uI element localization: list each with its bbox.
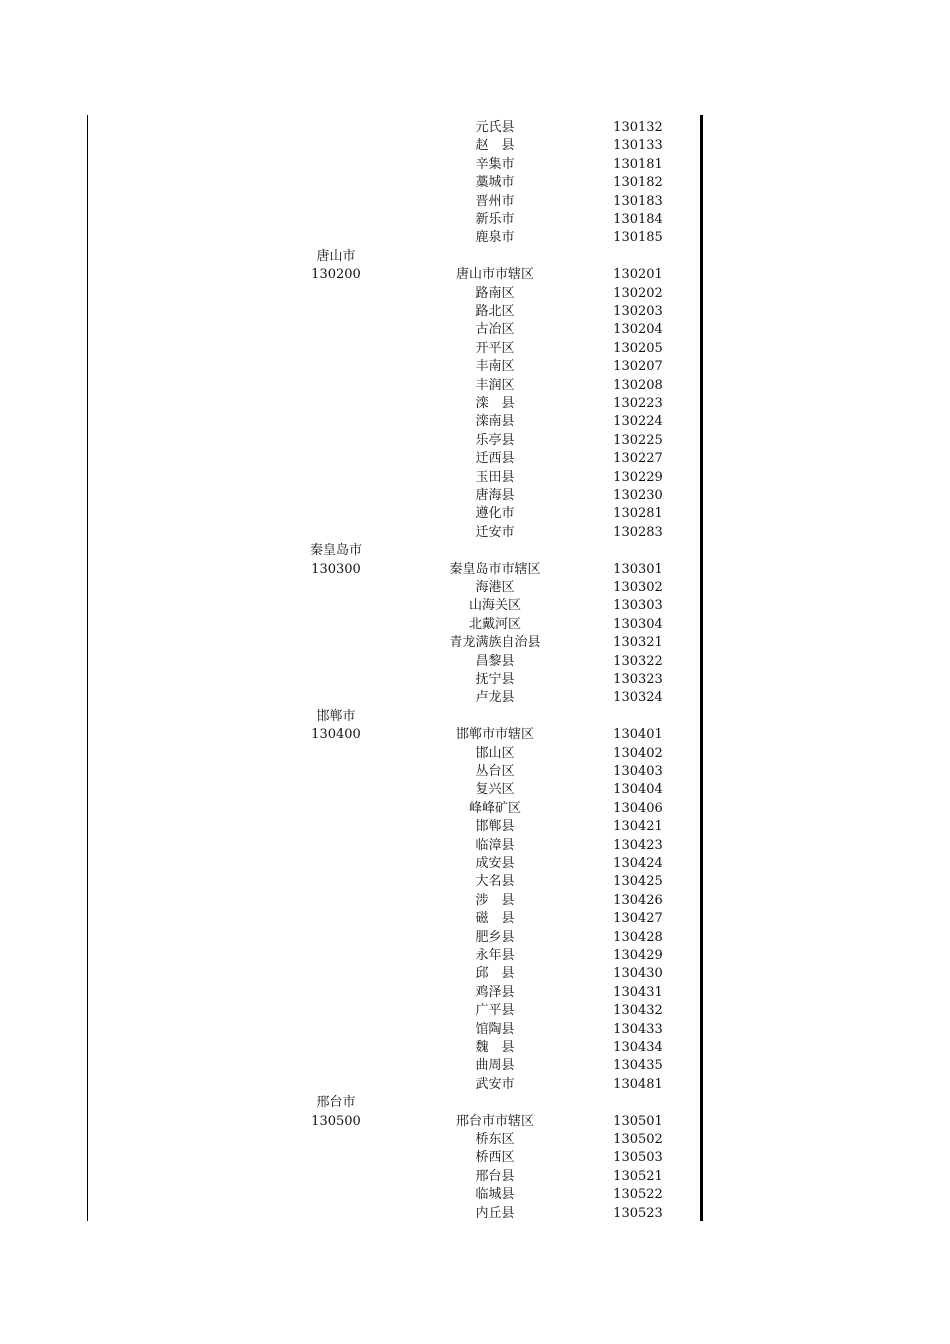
table-row [88,1021,700,1039]
county-code-cell: 130427 [613,911,663,927]
county-name-cell: 卢龙县 [475,690,515,706]
county-name-cell: 青龙满族自治县 [449,635,541,651]
county-code-cell: 130425 [613,874,663,890]
county-name-cell: 辛集市 [475,156,515,172]
county-code-cell: 130433 [613,1021,663,1037]
county-name-cell: 山海关区 [468,598,521,614]
county-code-cell: 130426 [613,892,663,908]
table-row [88,248,700,266]
county-code-cell: 130403 [613,764,663,779]
county-name-cell: 滦南县 [475,414,515,430]
county-name-cell: 临漳县 [475,837,515,853]
county-name-cell: 晋州市 [475,193,515,209]
table-row [88,579,700,597]
county-code-cell: 130201 [613,267,663,283]
county-code-cell: 130431 [613,984,663,1000]
county-name-cell: 遵化市 [475,506,515,522]
county-code-cell: 130301 [613,561,663,577]
county-name-cell: 丰南区 [475,359,515,375]
table-row [88,340,700,358]
county-name-cell: 邯郸县 [475,819,515,835]
county-code-cell: 130181 [613,156,663,172]
table-row [88,965,700,983]
county-code-cell: 130183 [613,193,663,209]
county-name-cell: 成安县 [475,856,515,871]
table-row [88,321,700,339]
county-name-cell: 丰润区 [475,377,515,393]
table-row [88,229,700,247]
county-name-cell: 内丘县 [475,1205,515,1221]
table-row [88,1057,700,1075]
table-row [88,873,700,891]
county-name-cell: 磁 县 [475,911,515,927]
table-row [88,892,700,910]
county-code-cell: 130281 [613,506,663,522]
county-code-cell: 130185 [613,230,663,246]
county-code-cell: 130184 [613,212,663,227]
table-row [88,1113,700,1131]
county-code-cell: 130424 [613,856,663,871]
county-code-cell: 130182 [613,175,663,191]
county-name-cell: 武安市 [475,1076,515,1092]
county-code-cell: 130208 [613,377,663,393]
table-row [88,358,700,376]
table-row [88,726,700,744]
county-code-cell: 130223 [613,396,663,411]
table-row [88,211,700,229]
county-code-cell: 130432 [613,1003,663,1019]
table-row [88,947,700,965]
county-name-cell: 赵 县 [475,138,515,154]
county-code-cell: 130423 [613,837,663,853]
county-code-cell: 130429 [613,948,663,963]
county-name-cell: 邢台县 [475,1168,515,1184]
table-row [88,1039,700,1057]
county-name-cell: 邯山区 [475,745,515,761]
county-name-cell: 峰峰矿区 [468,800,521,816]
table-row [88,395,700,413]
table-row [88,156,700,174]
table-row [88,377,700,395]
county-code-cell: 130207 [613,359,663,375]
table-row [88,616,700,634]
city-cell: 130500 [311,1113,361,1129]
county-name-cell: 邢台市市辖区 [455,1113,534,1129]
county-name-cell: 永年县 [475,948,515,963]
county-code-cell: 130401 [613,727,663,743]
county-code-cell: 130481 [613,1076,663,1092]
city-cell: 邯郸市 [316,708,356,724]
county-code-cell: 130501 [613,1113,663,1129]
county-code-cell: 130224 [613,414,663,430]
table-row [88,855,700,873]
county-code-cell: 130225 [613,432,663,448]
county-code-cell: 130402 [613,745,663,761]
county-name-cell: 唐山市市辖区 [455,267,534,283]
county-code-cell: 130323 [613,672,663,687]
county-name-cell: 鹿泉市 [475,230,515,246]
county-name-cell: 昌黎县 [475,653,515,669]
county-code-cell: 130204 [613,322,663,338]
table-row [88,671,700,689]
county-name-cell: 藁城市 [475,175,515,191]
table-row [88,303,700,321]
table-row [88,653,700,671]
table-row [88,1002,700,1020]
county-code-cell: 130133 [613,138,663,154]
county-name-cell: 馆陶县 [475,1021,515,1037]
table-row [88,800,700,818]
table-row [88,193,700,211]
table-row [88,1205,700,1223]
county-code-cell: 130421 [613,819,663,835]
table-row [88,542,700,560]
county-code-cell: 130523 [613,1205,663,1221]
county-name-cell: 路南区 [475,285,515,301]
county-code-cell: 130503 [613,1150,663,1166]
county-code-cell: 130202 [613,285,663,301]
county-code-cell: 130230 [613,488,663,503]
county-name-cell: 肥乡县 [475,929,515,945]
county-name-cell: 魏 县 [475,1040,515,1055]
county-name-cell: 路北区 [475,304,515,319]
table-row [88,137,700,155]
county-name-cell: 开平区 [475,340,515,356]
county-code-cell: 130324 [613,690,663,706]
table-row [88,984,700,1002]
table-row [88,763,700,781]
table-row [88,413,700,431]
table-row [88,1149,700,1167]
table-row [88,929,700,947]
county-name-cell: 广平县 [475,1003,515,1019]
county-code-cell: 130428 [613,929,663,945]
county-name-cell: 复兴区 [475,782,515,798]
city-cell: 唐山市 [316,248,356,264]
city-cell: 130200 [311,267,361,283]
table-row [88,689,700,707]
county-name-cell: 邯郸市市辖区 [455,727,534,743]
county-code-cell: 130521 [613,1168,663,1184]
county-name-cell: 新乐市 [475,212,515,227]
table-row [88,174,700,192]
table-row [88,818,700,836]
table-row [88,266,700,284]
county-name-cell: 大名县 [475,874,515,890]
county-name-cell: 抚宁县 [475,672,515,687]
county-code-cell: 130502 [613,1132,663,1147]
table-row [88,837,700,855]
county-name-cell: 滦 县 [475,396,515,411]
county-code-cell: 130132 [613,120,663,135]
county-code-cell: 130321 [613,635,663,651]
county-code-cell: 130435 [613,1058,663,1074]
table-right-border [700,115,703,1221]
county-name-cell: 涉 县 [475,892,515,908]
county-name-cell: 临城县 [475,1187,515,1203]
county-name-cell: 丛台区 [475,764,515,779]
county-code-cell: 130406 [613,800,663,816]
table-row [88,634,700,652]
county-code-cell: 130229 [613,469,663,485]
county-name-cell: 唐海县 [475,488,515,503]
table-row [88,285,700,303]
county-name-cell: 鸡泽县 [475,984,515,1000]
table-row [88,781,700,799]
county-name-cell: 迁安市 [475,524,515,540]
table-row [88,450,700,468]
county-code-cell: 130283 [613,524,663,540]
table-row [88,469,700,487]
table-row [88,910,700,928]
county-name-cell: 元氏县 [475,120,515,135]
county-code-cell: 130434 [613,1040,663,1055]
table-row [88,1076,700,1094]
county-code-cell: 130205 [613,340,663,356]
county-code-cell: 130404 [613,782,663,798]
table-row [88,432,700,450]
county-code-cell: 130322 [613,653,663,669]
table-row [88,1131,700,1149]
table-row [88,708,700,726]
county-name-cell: 海港区 [475,580,515,595]
table-row [88,1168,700,1186]
county-name-cell: 秦皇岛市市辖区 [449,561,541,577]
city-cell: 邢台市 [316,1095,356,1111]
table-row [88,1094,700,1112]
table-row [88,119,700,137]
county-code-cell: 130304 [613,616,663,632]
table-row [88,524,700,542]
county-code-cell: 130302 [613,580,663,595]
county-code-cell: 130203 [613,304,663,319]
county-name-cell: 曲周县 [475,1058,515,1074]
table-row [88,597,700,615]
county-name-cell: 古冶区 [475,322,515,338]
county-code-cell: 130522 [613,1187,663,1203]
county-name-cell: 北戴河区 [468,616,521,632]
county-name-cell: 邱 县 [475,966,515,982]
county-name-cell: 乐亭县 [475,432,515,448]
county-name-cell: 桥东区 [475,1132,515,1147]
table-row [88,1186,700,1204]
county-code-cell: 130430 [613,966,663,982]
county-name-cell: 玉田县 [475,469,515,485]
county-code-cell: 130303 [613,598,663,614]
city-cell: 130300 [311,561,361,577]
city-cell: 秦皇岛市 [309,543,362,559]
county-name-cell: 桥西区 [475,1150,515,1166]
table-row [88,487,700,505]
table-row [88,505,700,523]
table-row [88,745,700,763]
city-cell: 130400 [311,727,361,743]
county-name-cell: 迁西县 [475,451,515,467]
county-code-cell: 130227 [613,451,663,467]
table-row [88,561,700,579]
